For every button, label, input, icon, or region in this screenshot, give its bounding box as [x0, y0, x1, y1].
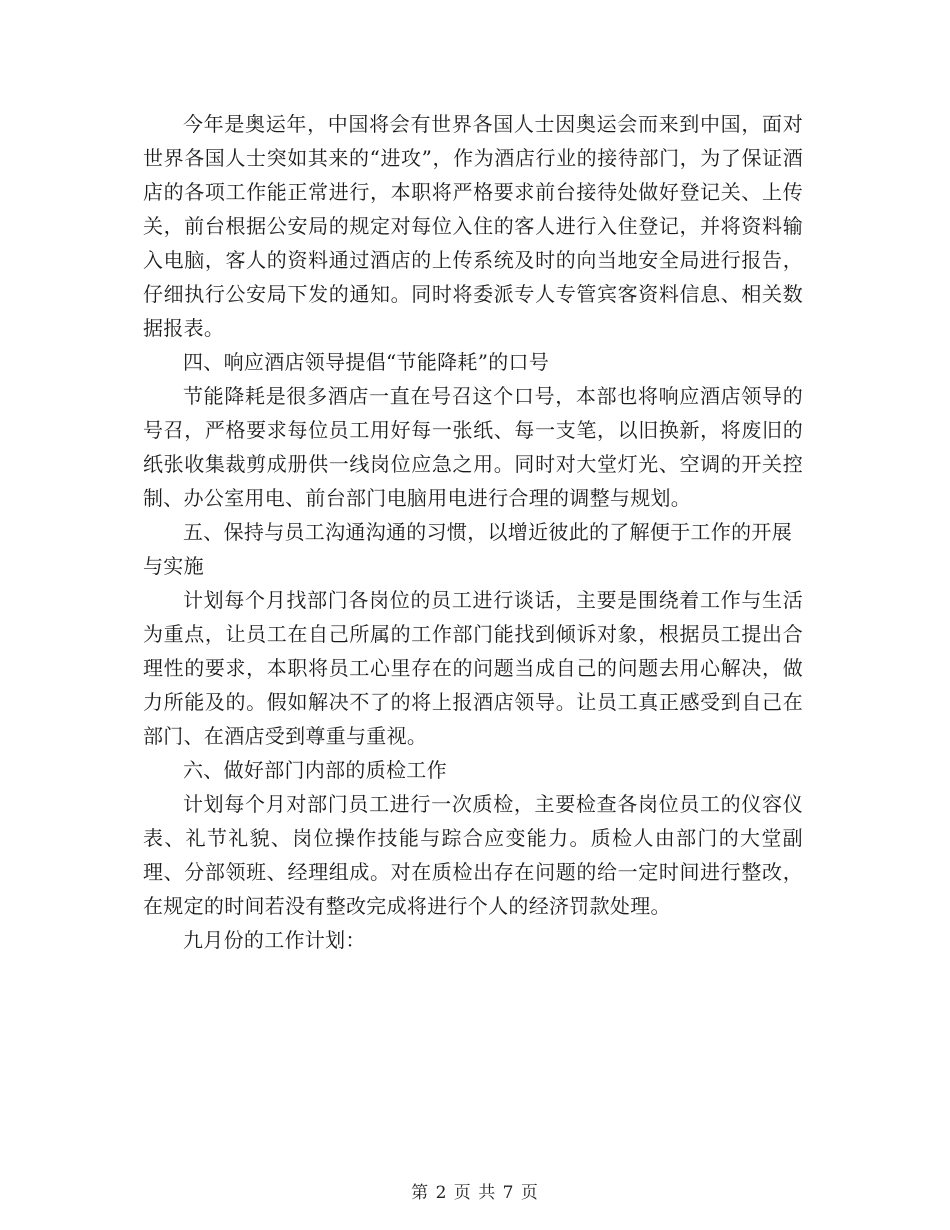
paragraph-energy-saving: 节能降耗是很多酒店一直在号召这个口号，本部也将响应酒店领导的号召，严格要求每位员工用好每一张纸、每一支笔，以旧换新，将废旧的纸张收集裁剪成册供一线岗位应急之用。同时对大堂灯光、空调的开关控制、办公室用电、前台部门电脑用电进行合理的调整与规划。 — [143, 384, 803, 510]
section-heading-quality-inspection: 六、做好部门内部的质检工作 — [183, 758, 447, 782]
paragraph-olympics: 今年是奥运年，中国将会有世界各国人士因奥运会而来到中国，面对世界各国人士突如其来的“进攻”，作为酒店行业的接待部门，为了保证酒店的各项工作能正常进行，本职将严格要求前台接待处做好登记关、上传关，前台根据公安局的规定对每位入住的客人进行入住登记，并将资料输入电脑，客人的资料通过酒店的上传系统及时的向当地安全局进行报告，仔细执行公安局下发的通知。同时将委派专人专管宾客资料信息、相关数据报表。 — [143, 112, 803, 340]
document-body — [143, 107, 803, 957]
section-heading-energy-saving: 四、响应酒店领导提倡“节能降耗”的口号 — [183, 350, 550, 374]
paragraph-quality-inspection: 计划每个月对部门员工进行一次质检，主要检查各岗位员工的仪容仪表、礼节礼貌、岗位操作技能与踪合应变能力。质检人由部门的大堂副理、分部领班、经理组成。对在质检出存在问题的给一定时间进行整改，在规定的时间若没有整改完成将进行个人的经济罚款处理。 — [143, 792, 803, 918]
paragraph-september-plan: 九月份的工作计划： — [183, 928, 366, 952]
page-number-footer: 第 2 页 共 7 页 — [411, 1183, 539, 1203]
paragraph-staff-communication: 计划每个月找部门各岗位的员工进行谈话，主要是围绕着工作与生活为重点，让员工在自己所属的工作部门能找到倾诉对象，根据员工提出合理性的要求，本职将员工心里存在的问题当成自己的问题去用心解决，做力所能及的。假如解决不了的将上报酒店领导。让员工真正感受到自己在部门、在酒店受到尊重与重视。 — [143, 588, 803, 748]
section-heading-staff-communication: 五、保持与员工沟通沟通的习惯，以增近彼此的了解便于工作的开展与实施 — [143, 520, 792, 578]
